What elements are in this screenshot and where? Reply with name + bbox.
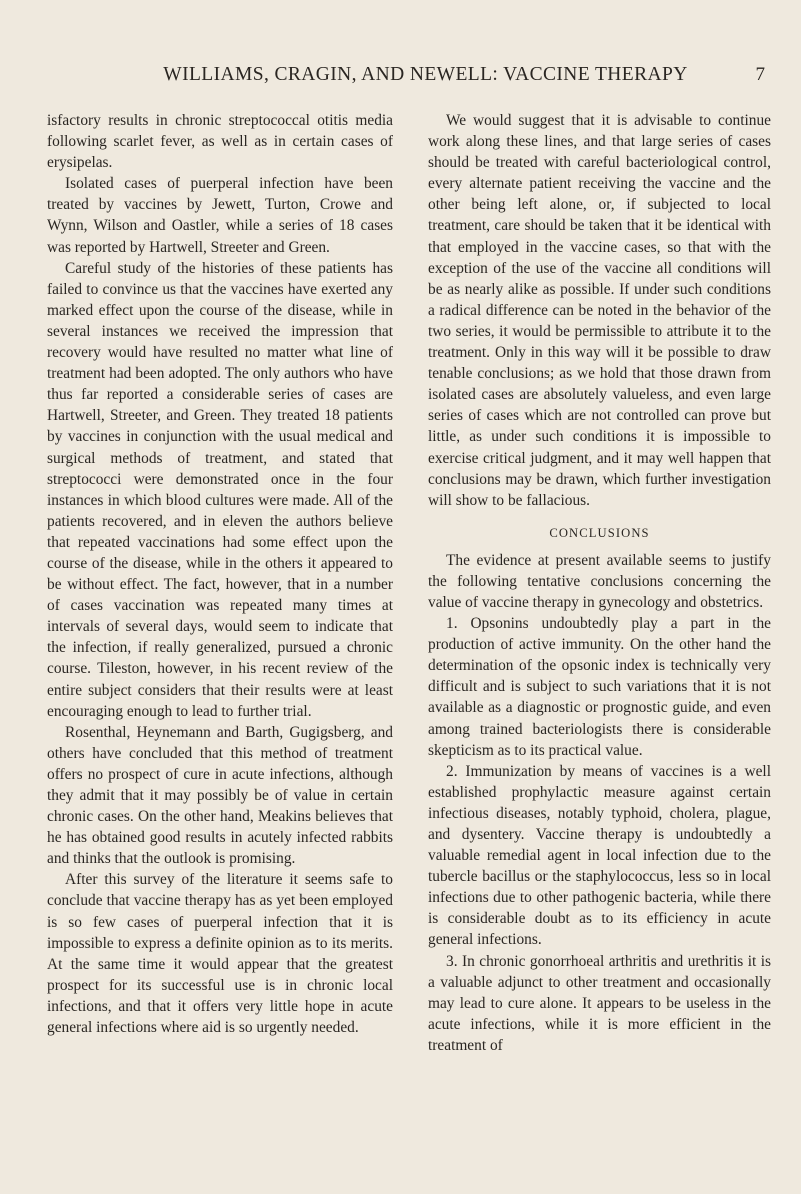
paragraph: Rosenthal, Heynemann and Barth, Gugigsberg, and others have concluded that this method of treatment offers no prospect of cure in acute infections, although they admit that it may possibly be of value in certain chronic cases. On the other hand, Meakins believes that he has obtained good results in acutely infected rabbits and thinks that the outlook is promising. [47,723,393,868]
conclusion-item: 1. Opsonins undoubtedly play a part in the production of active immunity. On the other hand the determination of the opsonic index is technically very difficult and is subject to such variations that it is not available as a diagnostic or prognostic guide, and even among trained bacteriologists there is considerable skepticism as to its practical value. [428,615,771,759]
paragraph: We would suggest that it is advisable to continue work along these lines, and that large series of cases should be treated with careful bacteriological control, every alternate patient receiving the vaccine and the other being left alone, or, if subjected to local treatment, care should be taken that it be identical with that employed in the vaccine cases, so that with the exception of the use of the vaccine all conditions will be as nearly alike as possible. If under such conditions a radical difference can be noted in the behavior of the two series, it would be permissible to attribute it to the treatment. Only in this way will it be possible to draw tenable conclusions; as we hold that those drawn from isolated cases are absolutely valueless, and even large series of cases which are not controlled can prove but little, as under such conditions it is impossible to exercise critical judgment, and it may well happen that conclusions may be drawn, which further investigation will show to be fallacious. [428,112,771,509]
running-title: WILLIAMS, CRAGIN, AND NEWELL: VACCINE THERAPY [163,64,688,85]
paragraph: After this survey of the literature it seems safe to conclude that vaccine therapy has as yet been employed is so few cases of puerperal infection that it is impossible to express a definite opinion as to its merits. At the same time it would appear that the greatest prospect for its successful use is in chronic local infections, and that it offers very little hope in acute general infections where aid is so urgently needed. [47,871,393,1037]
paragraph: Isolated cases of puerperal infection have been treated by vaccines by Jewett, Turton, Crowe and Wynn, Wilson and Oastler, while a series of 18 cases was reported by Hartwell, Streeter and Green. [47,175,393,256]
page-number: 7 [755,64,765,85]
left-column [47,110,393,1056]
conclusion-item: 2. Immunization by means of vaccines is a well established prophylactic measure against certain infectious diseases, notably typhoid, cholera, plague, and dysentery. Vaccine therapy is undoubtedly a valuable remedial agent in local infection due to the tubercle bacillus or the staphylococcus, less so in local infections due to other pathogenic bacteria, while there is considerable doubt as to its efficiency in acute general infections. [428,762,771,949]
right-column [428,110,771,1056]
paragraph: Careful study of the histories of these patients has failed to convince us that the vaccines have exerted any marked effect upon the course of the disease, while in several instances we received the impression that recovery would have resulted no matter what line of treatment had been adopted. The only authors who have thus far reported a considerable series of cases are Hartwell, Streeter, and Green. They treated 18 patients by vaccines in conjunction with the usual medical and surgical methods of treatment, and stated that streptococci were demonstrated once in the four instances in which blood cultures were made. All of the patients recovered, and in eleven the authors believe that repeated vaccinations had some effect upon the course of the disease, while in the others it appeared to be without effect. The fact, however, that in a number of cases vaccination was repeated many times at intervals of several days, would seem to indicate that the infection, if really generalized, pursued a chronic course. Tileston, however, in his recent review of the entire subject considers that their results were at least encouraging enough to lead to further trial. [47,259,393,720]
running-head [40,64,771,88]
paragraph: The evidence at present available seems to justify the following tentative conclusions concerning the value of vaccine therapy in gynecology and obstetrics. [428,551,771,611]
conclusion-item: 3. In chronic gonorrhoeal arthritis and urethritis it is a valuable adjunct to other treatment and occasionally may lead to cure alone. It appears to be useless in the acute infections, while it is more efficient in the treatment of [428,952,771,1054]
paragraph: isfactory results in chronic streptococcal otitis media following scarlet fever, as well as in certain cases of erysipelas. [47,112,393,172]
section-heading: CONCLUSIONS [549,525,650,540]
two-column-body [47,110,771,1056]
